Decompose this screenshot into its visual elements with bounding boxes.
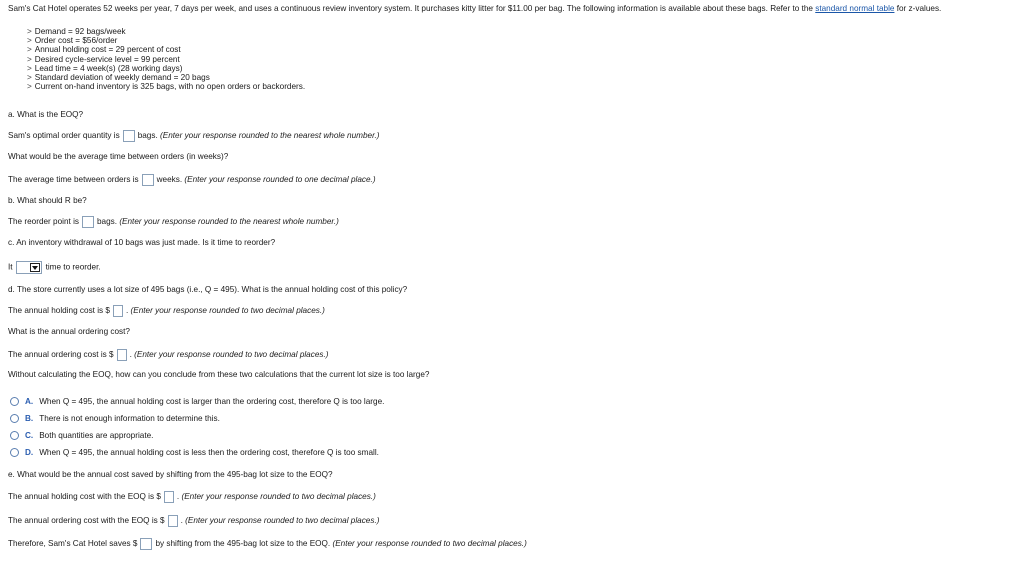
radio-button[interactable] <box>10 397 19 406</box>
hint-text: (Enter your response rounded to one decimal place.) <box>184 175 376 185</box>
question-a: a. What is the EOQ? <box>8 110 84 119</box>
eoq-input[interactable] <box>123 130 135 142</box>
intro-tail: for z-values. <box>894 4 942 13</box>
holding-cost-row: The annual holding cost is $ . (Enter your response rounded to two decimal places.) <box>8 306 325 316</box>
list-item: > Demand = 92 bags/week <box>27 27 126 36</box>
reorder-point-input[interactable] <box>82 216 94 228</box>
option-d[interactable]: D. When Q = 495, the annual holding cost is less then the ordering cost, therefore Q is too small. <box>10 448 379 458</box>
radio-button[interactable] <box>10 448 19 457</box>
ordering-cost-question: What is the annual ordering cost? <box>8 327 130 336</box>
reorder-answer-row: It time to reorder. <box>8 261 101 274</box>
eoq-holding-cost-input[interactable] <box>164 491 174 503</box>
question-b: b. What should R be? <box>8 196 87 205</box>
list-item: > Desired cycle-service level = 99 percent <box>27 54 180 64</box>
eoq-ordering-cost-row: The annual ordering cost with the EOQ is $ . (Enter your response rounded to two decimal places.) <box>8 516 380 526</box>
list-item: > Standard deviation of weekly demand = 20 bags <box>27 72 210 82</box>
hint-text: (Enter your response rounded to two decimal places.) <box>185 516 380 526</box>
savings-input[interactable] <box>140 538 152 550</box>
list-item: > Annual holding cost = 29 percent of cost <box>27 45 181 55</box>
radio-button[interactable] <box>10 414 19 423</box>
avg-time-answer-row: The average time between orders is weeks. (Enter your response rounded to one decimal place.) <box>8 175 376 185</box>
hint-text: (Enter your response rounded to two decimal places.) <box>130 306 325 316</box>
reorder-dropdown[interactable] <box>16 261 42 274</box>
conclusion-question: Without calculating the EOQ, how can you conclude from these two calculations that the current lot size is too large? <box>8 370 430 379</box>
option-c[interactable]: C. Both quantities are appropriate. <box>10 431 153 441</box>
radio-button[interactable] <box>10 431 19 440</box>
hint-text: (Enter your response rounded to the nearest whole number.) <box>119 217 339 227</box>
eoq-answer-row: Sam's optimal order quantity is bags. (Enter your response rounded to the nearest whole number.) <box>8 131 380 141</box>
hint-text: (Enter your response rounded to two decimal places.) <box>134 350 329 360</box>
ordering-cost-row: The annual ordering cost is $ . (Enter your response rounded to two decimal places.) <box>8 350 329 360</box>
hint-text: (Enter your response rounded to the nearest whole number.) <box>160 131 380 141</box>
list-item: > Order cost = $56/order <box>27 36 118 46</box>
eoq-holding-cost-row: The annual holding cost with the EOQ is $ . (Enter your response rounded to two decimal places.) <box>8 492 376 502</box>
hint-text: (Enter your response rounded to two decimal places.) <box>181 492 376 502</box>
list-item: > Lead time = 4 week(s) (28 working days) <box>27 63 183 73</box>
standard-normal-table-link[interactable]: standard normal table <box>815 4 895 13</box>
intro-text: Sam's Cat Hotel operates 52 weeks per year, 7 days per week, and uses a continuous review inventory system. It purchases kitty litter for $11.00 per bag. The following information is available about these bags. Refer to the <box>8 4 816 13</box>
option-b[interactable]: B. There is not enough information to determine this. <box>10 414 220 424</box>
list-item: > Current on-hand inventory is 325 bags, with no open orders or backorders. <box>27 82 306 92</box>
option-a[interactable]: A. When Q = 495, the annual holding cost is larger than the ordering cost, therefore Q is too large. <box>10 397 384 407</box>
hint-text: (Enter your response rounded to two decimal places.) <box>332 539 527 549</box>
savings-row: Therefore, Sam's Cat Hotel saves $ by shifting from the 495-bag lot size to the EOQ. (Enter your response rounded to two decimal places.) <box>8 539 527 549</box>
avg-time-question: What would be the average time between orders (in weeks)? <box>8 152 229 161</box>
avg-time-input[interactable] <box>142 174 154 186</box>
question-d: d. The store currently uses a lot size of 495 bags (i.e., Q = 495). What is the annual holding cost of this policy? <box>8 285 408 294</box>
eoq-ordering-cost-input[interactable] <box>168 515 178 527</box>
question-e: e. What would be the annual cost saved by shifting from the 495-bag lot size to the EOQ? <box>8 470 333 479</box>
holding-cost-input[interactable] <box>113 305 123 317</box>
problem-intro <box>8 4 941 14</box>
reorder-point-row: The reorder point is bags. (Enter your response rounded to the nearest whole number.) <box>8 217 339 227</box>
ordering-cost-input[interactable] <box>117 349 127 361</box>
chevron-down-icon <box>30 263 40 272</box>
question-c: c. An inventory withdrawal of 10 bags was just made. Is it time to reorder? <box>8 238 276 247</box>
given-info-list <box>27 27 305 91</box>
